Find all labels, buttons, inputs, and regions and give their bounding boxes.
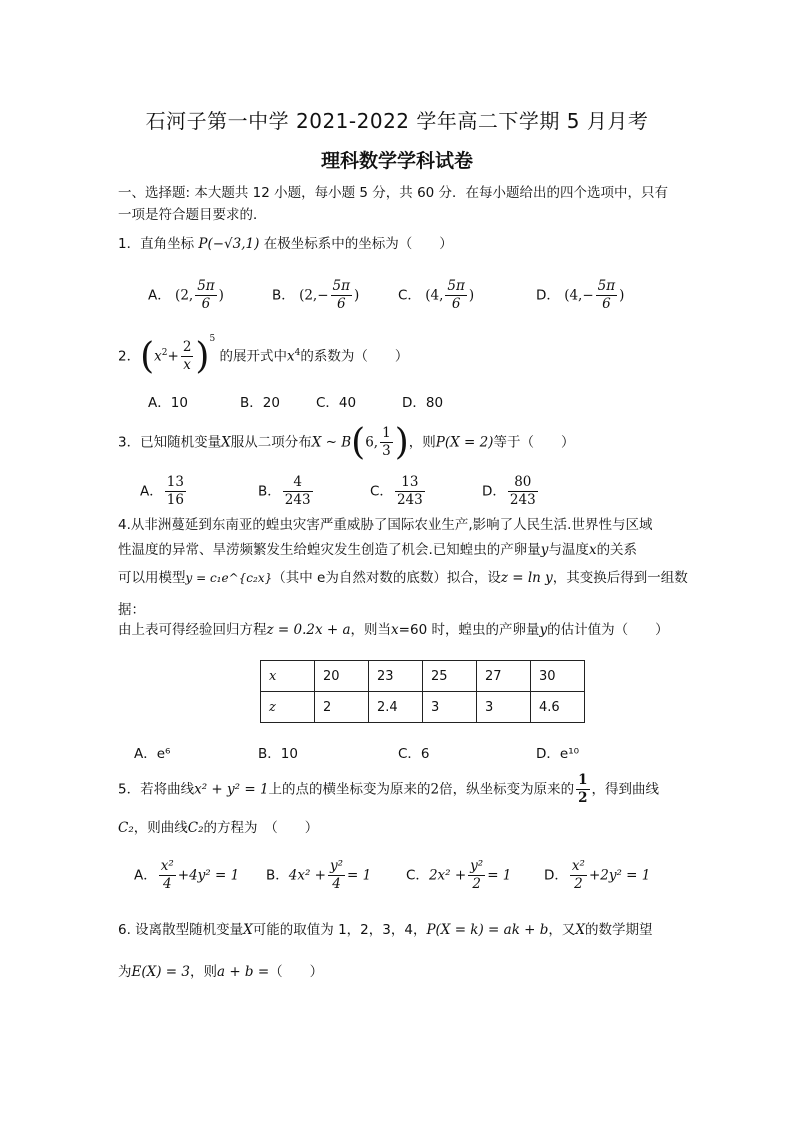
frac-num: 1 bbox=[382, 425, 391, 441]
q2-power: 5 bbox=[209, 334, 216, 344]
q4-option-b[interactable]: B．10 bbox=[258, 746, 298, 762]
right-paren-icon: ) bbox=[394, 422, 409, 463]
frac-den: 243 bbox=[396, 492, 423, 508]
option-label: C． bbox=[398, 287, 421, 304]
q3-dist: X ~ B bbox=[311, 434, 352, 451]
option-text: ) bbox=[354, 287, 360, 304]
q3-prob: P(X = 2) bbox=[435, 434, 494, 451]
option-label: A． bbox=[140, 483, 163, 500]
question-5 bbox=[118, 772, 659, 807]
q4-line5-c: =60 时，蝗虫的产卵量 bbox=[398, 622, 540, 638]
option-label: D． bbox=[536, 287, 560, 304]
frac-num: 5π bbox=[197, 278, 215, 294]
right-paren-icon: ) bbox=[195, 336, 210, 377]
q3-mid2: ，则 bbox=[408, 434, 436, 451]
section-intro-line1: 一、选择题: 本大题共 12 小题，每小题 5 分，共 60 分．在每小题给出的四个选项中，只有 bbox=[118, 185, 669, 201]
frac-num: 4 bbox=[283, 474, 313, 492]
q2-term-power: 4 bbox=[294, 348, 301, 358]
table-cell: 2 bbox=[315, 692, 369, 723]
q4-var-y: y bbox=[540, 542, 549, 558]
q5-option-b[interactable]: B．4x² + $\frac{\text{y²}}{4}$ = 1 bbox=[266, 858, 372, 892]
q6-line2 bbox=[118, 960, 323, 980]
q6-var-x: X bbox=[243, 922, 253, 938]
q4-line1: 4.从非洲蔓延到东南亚的蝗虫灾害严重威胁了国际农业生产,影响了人民生活.世界性与区域 bbox=[118, 517, 653, 533]
q3-option-c[interactable] bbox=[370, 474, 427, 509]
q5-c2: C₂ bbox=[118, 820, 134, 836]
q5-line2-suffix: 的方程为 （ ） bbox=[203, 820, 319, 836]
q4-line5-b: ，则当 bbox=[350, 622, 392, 638]
table-row bbox=[261, 692, 585, 723]
option-label: A． bbox=[148, 287, 171, 304]
q1-prefix: 1．直角坐标 bbox=[118, 236, 195, 252]
table-cell: 23 bbox=[369, 661, 423, 692]
q4-line2-text: 性温度的异常、旱涝频繁发生给蝗灾发生创造了机会.已知蝗虫的产卵量 bbox=[118, 542, 541, 558]
option-label: D． bbox=[544, 867, 568, 884]
question-6 bbox=[118, 918, 653, 938]
q6-line1-c: ，又 bbox=[548, 922, 576, 938]
option-label: B． bbox=[258, 483, 281, 500]
table-cell: 27 bbox=[477, 661, 531, 692]
q1-option-c[interactable] bbox=[398, 278, 474, 313]
frac-num: 80 bbox=[508, 474, 538, 492]
q5-prefix: 5．若将曲线 bbox=[118, 781, 195, 798]
q2-option-b[interactable]: B．20 bbox=[240, 395, 280, 411]
table-cell: 20 bbox=[315, 661, 369, 692]
exam-title: 石河子第一中学 2021-2022 学年高二下学期 5 月月考 bbox=[145, 109, 649, 133]
frac-den: 16 bbox=[166, 492, 184, 508]
option-text: (4, bbox=[425, 287, 444, 304]
q4-line3 bbox=[118, 566, 688, 586]
frac-den: 6 bbox=[336, 296, 346, 312]
option-text: (2, bbox=[175, 287, 194, 304]
q1-suffix: 在极坐标系中的坐标为（ ） bbox=[263, 236, 453, 252]
frac-num: 13 bbox=[395, 474, 425, 492]
q5-option-a[interactable]: A． $\frac{\text{x²}}{4}$ +4y² = 1 bbox=[134, 858, 240, 892]
option-text: ) bbox=[468, 287, 475, 304]
q1-point: P(−√3,1) bbox=[198, 236, 260, 252]
q4-regression: z = 0.2x + a bbox=[266, 622, 351, 638]
q4-line2-end: 的关系 bbox=[596, 542, 638, 558]
q4-data-table bbox=[260, 660, 585, 723]
q3-option-b[interactable] bbox=[258, 474, 315, 509]
q2-option-a[interactable]: A．10 bbox=[148, 395, 188, 411]
q4-line5-a: 由上表可得经验回归方程 bbox=[118, 622, 267, 638]
q6-line2-a: 为 bbox=[118, 964, 132, 980]
frac-den: 3 bbox=[382, 443, 391, 459]
table-cell: 3 bbox=[477, 692, 531, 723]
q2-option-d[interactable]: D．80 bbox=[402, 395, 444, 411]
table-row bbox=[261, 661, 585, 692]
q4-option-a[interactable]: A．e⁶ bbox=[134, 746, 171, 762]
q4-line3-c: ，其变换后得到一组数 bbox=[552, 570, 688, 586]
option-label: B． bbox=[272, 287, 295, 304]
q2-prefix: 2． bbox=[118, 348, 141, 365]
q6-pmf: P(X = k) = ak + b bbox=[426, 922, 549, 938]
option-text: ) bbox=[619, 287, 625, 304]
table-cell: x bbox=[261, 661, 315, 692]
option-label: C． bbox=[370, 483, 393, 500]
q3-option-d[interactable] bbox=[482, 474, 540, 509]
q4-option-c[interactable]: C．6 bbox=[398, 746, 430, 762]
q3-n: 6, bbox=[365, 434, 379, 451]
left-paren-icon: ( bbox=[351, 422, 366, 463]
q2-square: 2 bbox=[161, 348, 168, 358]
q4-line2 bbox=[118, 538, 637, 558]
q2-term: x bbox=[286, 348, 295, 365]
table-cell: 30 bbox=[531, 661, 585, 692]
frac-num: 5π bbox=[332, 278, 350, 294]
q4-var-x: x bbox=[588, 542, 597, 558]
q4-line2-mid: 与温度 bbox=[548, 542, 589, 558]
question-2 bbox=[118, 336, 408, 377]
option-text: (2,− bbox=[299, 287, 329, 304]
q6-line1-b: 可能的取值为 1，2，3，4， bbox=[252, 922, 427, 938]
q5-times: 2 bbox=[430, 781, 440, 798]
option-label: D． bbox=[482, 483, 506, 500]
q6-line1-a: 6. 设离散型随机变量 bbox=[118, 922, 244, 938]
left-paren-icon: ( bbox=[140, 336, 155, 377]
q1-option-d[interactable] bbox=[536, 278, 624, 313]
frac-num: 5π bbox=[447, 278, 465, 294]
frac-num: 2 bbox=[182, 339, 192, 355]
option-text: (4,− bbox=[564, 287, 594, 304]
q1-option-a[interactable] bbox=[148, 278, 224, 313]
q5-option-d[interactable]: D． $\frac{\text{x²}}{2}$ +2y² = 1 bbox=[544, 858, 651, 892]
frac-den: 2 bbox=[578, 790, 588, 806]
q2-plus: + bbox=[167, 348, 179, 365]
frac-den: 6 bbox=[602, 296, 611, 312]
q4-line5-d: 的估计值为（ ） bbox=[547, 622, 669, 638]
q3-mid: 服从二项分布 bbox=[230, 434, 312, 451]
q4-line4: 据： bbox=[118, 602, 145, 618]
option-label: C． bbox=[406, 867, 429, 884]
frac-den: x bbox=[183, 357, 191, 373]
table-cell: 4.6 bbox=[531, 692, 585, 723]
q6-line1-d: 的数学期望 bbox=[585, 922, 653, 938]
q6-sum: a + b = bbox=[216, 964, 270, 980]
q4-z-def: z = ln y bbox=[500, 570, 553, 586]
q4-var-y2: y bbox=[539, 622, 548, 638]
q4-line5 bbox=[118, 618, 669, 638]
q4-line3-a: 可以用模型 bbox=[118, 570, 186, 586]
table-cell: 25 bbox=[423, 661, 477, 692]
q2-base: x bbox=[154, 348, 162, 365]
table-cell: z bbox=[261, 692, 315, 723]
frac-num: 1 bbox=[578, 772, 588, 788]
q2-option-c[interactable]: C．40 bbox=[316, 395, 357, 411]
option-text: ) bbox=[218, 287, 224, 304]
exam-subtitle: 理科数学学科试卷 bbox=[320, 150, 473, 172]
q6-line2-b: ，则 bbox=[189, 964, 217, 980]
table-cell: 2.4 bbox=[369, 692, 423, 723]
q2-suffix: 的展开式中 bbox=[219, 348, 287, 365]
option-label: B． bbox=[266, 867, 289, 884]
q4-option-d[interactable]: D．e¹⁰ bbox=[536, 746, 580, 762]
option-label: A． bbox=[134, 867, 157, 884]
frac-den: 243 bbox=[509, 492, 536, 508]
section-intro-line2: 一项是符合题目要求的． bbox=[118, 207, 267, 223]
q5-c2b: C₂ bbox=[187, 820, 204, 836]
q5-curve: x² + y² = 1 bbox=[194, 781, 269, 798]
q5-line2-mid: ，则曲线 bbox=[133, 820, 188, 836]
q5-suffix: ，得到曲线 bbox=[591, 781, 660, 798]
q4-model: y = c₁e^{c₂x} bbox=[185, 571, 273, 585]
q4-line3-b: （其中 e为自然对数的底数）拟合，设 bbox=[272, 570, 501, 586]
frac-num: 5π bbox=[597, 278, 616, 294]
q6-var-x2: X bbox=[575, 922, 586, 938]
q6-line2-c: （ ） bbox=[269, 964, 324, 980]
question-1 bbox=[118, 232, 453, 252]
q5-option-c[interactable]: C．2x² + $\frac{\text{y²}}{2}$ = 1 bbox=[406, 858, 512, 892]
frac-den: 6 bbox=[201, 296, 211, 312]
q2-suffix2: 的系数为（ ） bbox=[300, 348, 409, 365]
frac-den: 243 bbox=[284, 492, 311, 508]
q6-expectation: E(X) = 3 bbox=[131, 964, 190, 980]
q1-option-b[interactable] bbox=[272, 278, 359, 313]
q5-mid: 上的点的横坐标变为原来的 bbox=[268, 781, 431, 798]
q3-var: X bbox=[221, 434, 231, 451]
question-3 bbox=[118, 422, 574, 463]
q4-var-x2: x bbox=[391, 622, 399, 638]
q3-suffix: 等于（ ） bbox=[493, 434, 575, 451]
table-cell: 3 bbox=[423, 692, 477, 723]
q3-option-a[interactable] bbox=[140, 474, 188, 509]
q5-mid2: 倍，纵坐标变为原来的 bbox=[439, 781, 575, 798]
q3-prefix: 3．已知随机变量 bbox=[118, 434, 222, 451]
q5-line2 bbox=[118, 816, 318, 836]
frac-den: 6 bbox=[451, 296, 461, 312]
frac-num: 13 bbox=[166, 474, 184, 490]
